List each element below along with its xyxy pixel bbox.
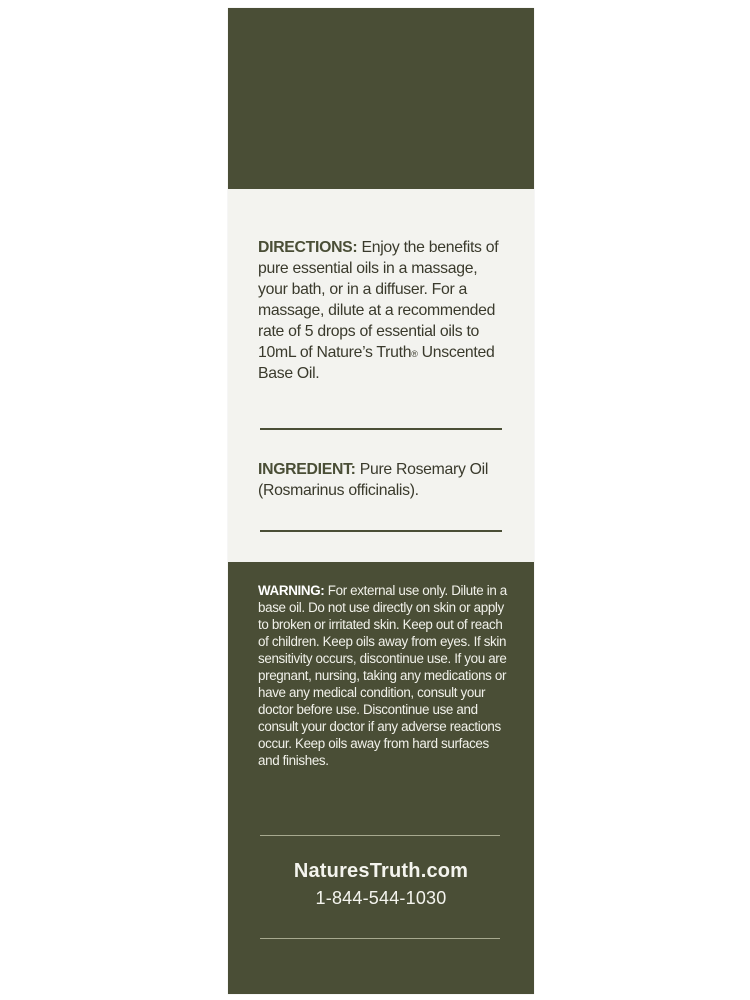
ingredient-text [258,459,510,501]
website-text: NaturesTruth.com [293,860,469,882]
warning-body: For external use only. Dilute in a base oil. Do not use directly on skin or apply to broken or irritated skin. Keep out of reach of children. Keep oils away from eyes. If skin sensitivity occurs, discontinue use. If you are pregnant, nursing, taking any medications or have any medical condition, consult your doctor before use. Discontinue use and consult your doctor if any adverse reactions occur. Keep oils away from hard surfaces and finishes. [258,583,507,768]
divider [260,938,500,939]
ingredient-heading: INGREDIENT: [258,461,356,478]
warning-text [258,582,510,769]
info-panel [228,189,534,562]
directions-body: Enjoy the benefits of pure essential oils in a massage, your bath, or in a diffuser. For a massage, dilute at a recommended rate of 5 drops of essential oils to 10mL of Nature’s Truth [258,239,499,361]
product-label [228,8,534,994]
registered-mark: ® [411,349,418,359]
directions-text [258,237,510,384]
phone-number: 1-844-544-1030 [315,888,447,908]
divider [260,428,502,430]
divider [260,530,502,532]
divider [260,835,500,836]
ingredient-body: Pure Rosemary Oil (Rosmarinus officinalis). [258,461,489,499]
warning-heading: WARNING: [258,583,325,598]
directions-body-end: Unscented Base Oil. [258,344,495,382]
directions-heading: DIRECTIONS: [258,239,358,256]
